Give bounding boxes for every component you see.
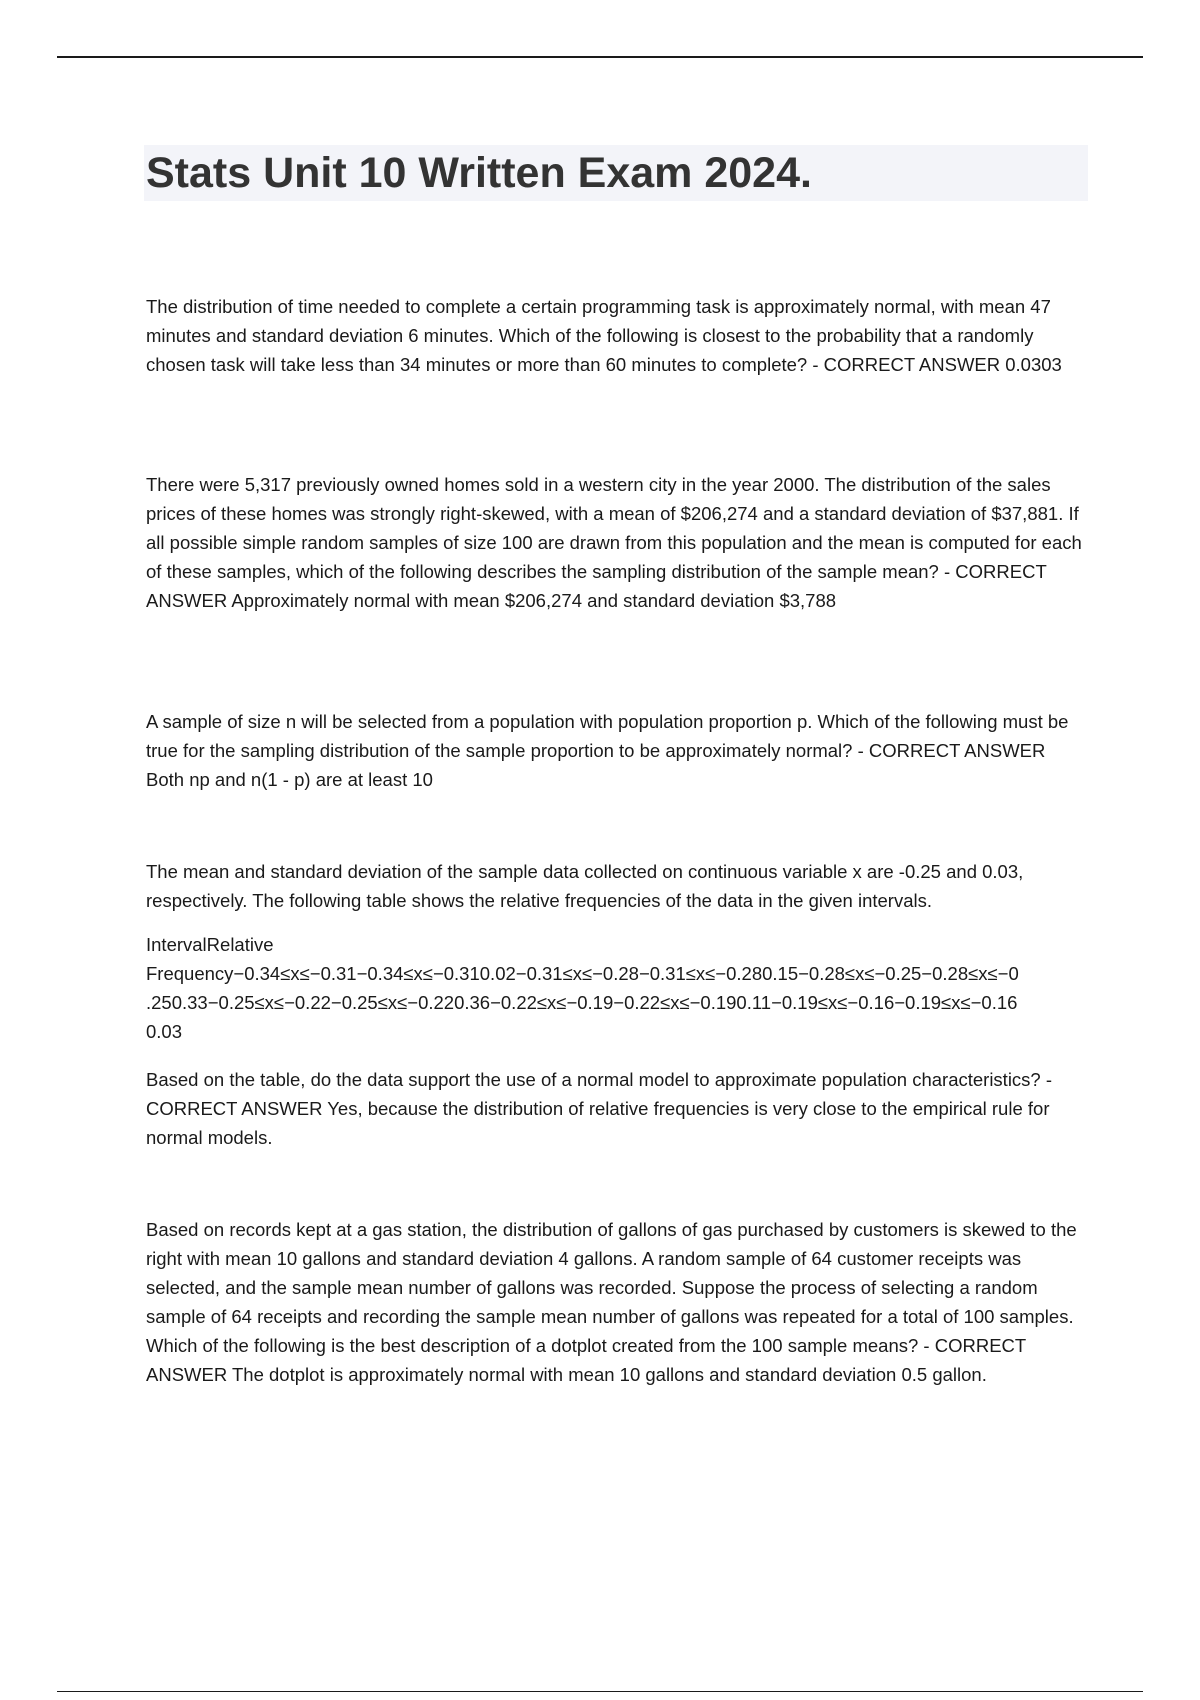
question-4: Based on the table, do the data support the use of a normal model to approximate population characteristics? - CORRECT ANSWER Yes, because the distribution of relative frequencies is very close to the empirical rule for normal models.: [146, 1069, 1053, 1148]
table-line: .250.33−0.25≤x≤−0.22−0.25≤x≤−0.220.36−0.22≤x≤−0.19−0.22≤x≤−0.190.11−0.19≤x≤−0.16−0.19≤x≤−0.16: [146, 992, 1018, 1013]
table-line: Frequency−0.34≤x≤−0.31−0.34≤x≤−0.310.02−0.31≤x≤−0.28−0.31≤x≤−0.280.15−0.28≤x≤−0.25−0.28≤x≤−0: [146, 963, 1019, 984]
question-1: The distribution of time needed to complete a certain programming task is approximately normal, with mean 47 minutes and standard deviation 6 minutes. Which of the following is closest to the probability that a randomly chosen task will take less than 34 minutes or more than 60 minutes to complete? - CORRECT ANSWER 0.0303: [146, 296, 1062, 375]
question-3: A sample of size n will be selected from a population with population proportion p. Which of the following must be true for the sampling distribution of the sample proportion to be approximately normal? - CORRECT ANSWER Both np and n(1 - p) are at least 10: [146, 711, 1069, 790]
question-5: Based on records kept at a gas station, the distribution of gallons of gas purchased by customers is skewed to the right with mean 10 gallons and standard deviation 4 gallons. A random sample of 64 customer receipts was selected, and the sample mean number of gallons was recorded. Suppose the process of selecting a random sample of 64 receipts and recording the sample mean number of gallons was repeated for a total of 100 samples. Which of the following is the best description of a dotplot created from the 100 sample means? - CORRECT ANSWER The dotplot is approximately normal with mean 10 gallons and standard deviation 0.5 gallon.: [146, 1219, 1077, 1385]
table-line: 0.03: [146, 1021, 183, 1042]
page-title: Stats Unit 10 Written Exam 2024.: [146, 149, 812, 197]
question-2: There were 5,317 previously owned homes sold in a western city in the year 2000. The distribution of the sales prices of these homes was strongly right-skewed, with a mean of $206,274 and a standard deviation of $37,881. If all possible simple random samples of size 100 are drawn from this population and the mean is computed for each of these samples, which of the following describes the sampling distribution of the sample mean? - CORRECT ANSWER Approximately normal with mean $206,274 and standard deviation $3,788: [146, 474, 1082, 611]
frequency-table: [146, 930, 1086, 1046]
bottom-rule: [57, 1691, 1143, 1692]
question-4-intro: The mean and standard deviation of the sample data collected on continuous variable x are -0.25 and 0.03, respectively. The following table shows the relative frequencies of the data in the given intervals.: [146, 861, 1024, 911]
top-rule: [57, 56, 1143, 58]
table-line: IntervalRelative: [146, 934, 274, 955]
